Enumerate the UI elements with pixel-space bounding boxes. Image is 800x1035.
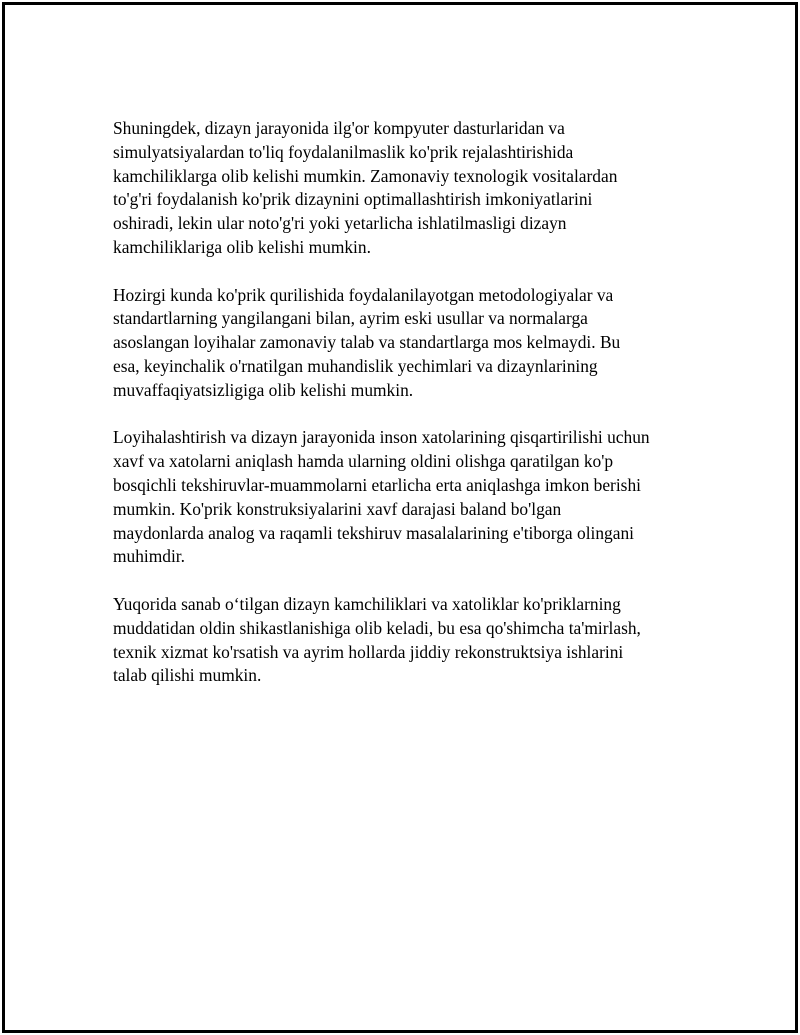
text-line: muvaffaqiyatsizligiga olib kelishi mumkin. — [113, 379, 414, 400]
paragraph-2 — [113, 284, 693, 403]
text-line: bosqichli tekshiruvlar-muammolarni etarlicha erta aniqlashga imkon berishi — [113, 474, 641, 495]
paragraph-3 — [113, 426, 693, 569]
text-line: Loyihalashtirish va dizayn jarayonida inson xatolarining qisqartirilishi uchun — [113, 427, 650, 448]
text-line: asoslangan loyihalar zamonaviy talab va standartlarga mos kelmaydi. Bu — [113, 332, 621, 353]
text-line: kamchiliklarga olib kelishi mumkin. Zamonaviy texnologik vositalardan — [113, 165, 618, 186]
text-line: esa, keyinchalik o'rnatilgan muhandislik yechimlari va dizaynlarining — [113, 355, 598, 376]
text-line: muddatidan oldin shikastlanishiga olib keladi, bu esa qo'shimcha ta'mirlash, — [113, 617, 641, 638]
text-line: muhimdir. — [113, 546, 185, 567]
paragraph-4 — [113, 593, 693, 688]
text-line: talab qilishi mumkin. — [113, 665, 262, 686]
text-line: kamchiliklariga olib kelishi mumkin. — [113, 236, 371, 257]
paragraph-1 — [113, 117, 693, 260]
text-line: xavf va xatolarni aniqlash hamda ularning oldini olishga qaratilgan ko'p — [113, 451, 614, 472]
text-line: Yuqorida sanab o‘tilgan dizayn kamchiliklari va xatoliklar ko'priklarning — [113, 593, 621, 614]
text-line: standartlarning yangilangani bilan, ayrim eski usullar va normalarga — [113, 308, 588, 329]
text-line: Shuningdek, dizayn jarayonida ilg'or kompyuter dasturlaridan va — [113, 118, 565, 138]
text-line: simulyatsiyalardan to'liq foydalanilmaslik ko'prik rejalashtirishida — [113, 141, 574, 162]
text-line: maydonlarda analog va raqamli tekshiruv masalalarining e'tiborga olingani — [113, 522, 634, 543]
text-line: to'g'ri foydalanish ko'prik dizaynini optimallashtirish imkoniyatlarini — [113, 189, 593, 210]
text-line: oshiradi, lekin ular noto'g'ri yoki yetarlicha ishlatilmasligi dizayn — [113, 213, 567, 234]
text-line: texnik xizmat ko'rsatish va ayrim hollarda jiddiy rekonstruktsiya ishlarini — [113, 641, 624, 662]
document-body — [113, 117, 693, 712]
text-line: mumkin. Ko'prik konstruksiyalarini xavf darajasi baland bo'lgan — [113, 498, 562, 519]
text-line: Hozirgi kunda ko'prik qurilishida foydalanilayotgan metodologiyalar va — [113, 284, 614, 305]
